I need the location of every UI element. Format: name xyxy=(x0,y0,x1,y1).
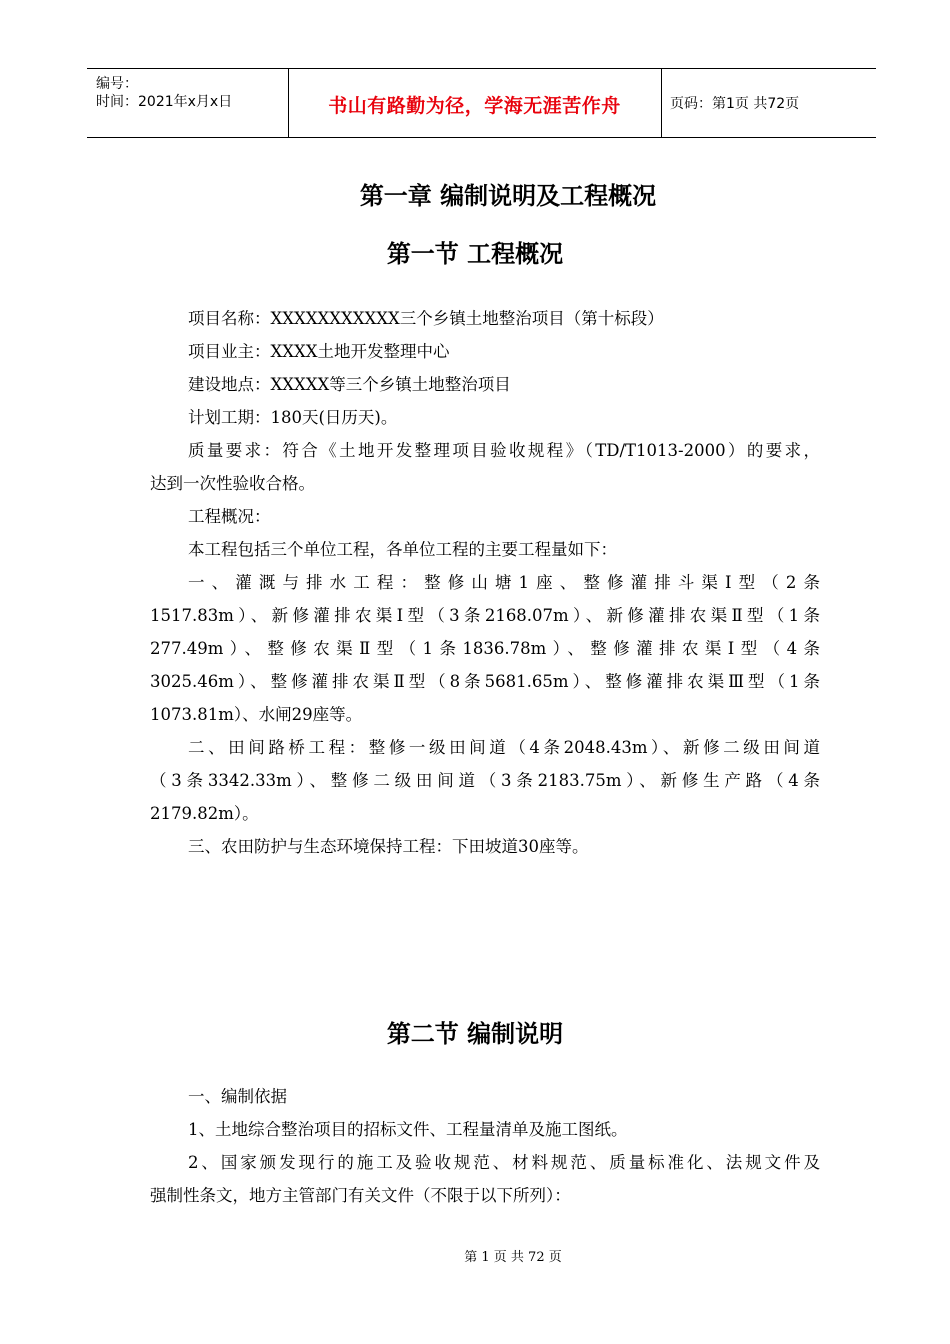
protection-line: 三、农田防护与生态环境保持工程：下田坡道30座等。 xyxy=(188,837,589,856)
irrigation-line-2: 1517.83m）、新修灌排农渠Ⅰ型（3条2168.07m）、新修灌排农渠Ⅱ型（1条 xyxy=(150,606,820,625)
basis-item-2-cont: 强制性条文，地方主管部门有关文件（不限于以下所列）： xyxy=(150,1186,571,1205)
page-header xyxy=(87,68,876,138)
schedule-line: 计划工期：180天(日历天)。 xyxy=(188,408,398,427)
basis-item-1: 1、土地综合整治项目的招标文件、工程量清单及施工图纸。 xyxy=(188,1120,628,1139)
road-line-3: 2179.82m）。 xyxy=(150,804,259,823)
location-line: 建设地点：XXXXX等三个乡镇土地整治项目 xyxy=(188,375,511,394)
irrigation-line-4: 3025.46m）、整修灌排农渠Ⅱ型（8条5681.65m）、整修灌排农渠Ⅲ型（1条 xyxy=(150,672,820,691)
overview-intro: 本工程包括三个单位工程，各单位工程的主要工程量如下： xyxy=(188,540,617,559)
project-name-line: 项目名称：XXXXXXXXXXX三个乡镇土地整治项目（第十标段） xyxy=(188,309,664,328)
time-label: 时间：2021年x月x日 xyxy=(96,94,233,110)
road-line-1: 二、田间路桥工程：整修一级田间道（4条2048.43m）、新修二级田间道 xyxy=(188,738,820,757)
irrigation-line-1: 一、灌溉与排水工程：整修山塘1座、整修灌排斗渠Ⅰ型（2条 xyxy=(188,573,820,592)
irrigation-line-5: 1073.81m）、水闸29座等。 xyxy=(150,705,363,724)
irrigation-line-3: 277.49m）、整修农渠Ⅱ型（1条1836.78m）、整修灌排农渠Ⅰ型（4条 xyxy=(150,639,820,658)
quality-line-cont: 达到一次性验收合格。 xyxy=(150,474,315,493)
motto: 书山有路勤为径，学海无涯苦作舟 xyxy=(328,95,621,117)
overview-label: 工程概况： xyxy=(188,507,271,526)
project-owner-line: 项目业主：XXXX土地开发整理中心 xyxy=(188,342,450,361)
section-1-title: 第一节 工程概况 xyxy=(386,240,564,268)
page-footer: 第 1 页 共 72 页 xyxy=(464,1250,562,1265)
section-2-title: 第二节 编制说明 xyxy=(386,1020,564,1048)
basis-heading: 一、编制依据 xyxy=(188,1087,287,1106)
number-label: 编号： xyxy=(96,76,138,92)
page-info: 页码：第1页 共72页 xyxy=(670,96,800,112)
road-line-2: （3条3342.33m）、整修二级田间道（3条2183.75m）、新修生产路（4条 xyxy=(150,771,820,790)
chapter-title: 第一章 编制说明及工程概况 xyxy=(359,182,657,210)
header-motto-cell xyxy=(288,69,662,137)
basis-item-2: 2、国家颁发现行的施工及验收规范、材料规范、质量标准化、法规文件及 xyxy=(188,1153,820,1172)
header-info-cell xyxy=(87,69,289,137)
header-page-cell xyxy=(662,69,876,137)
quality-line: 质量要求：符合《土地开发整理项目验收规程》（TD/T1013-2000）的要求， xyxy=(188,441,820,460)
